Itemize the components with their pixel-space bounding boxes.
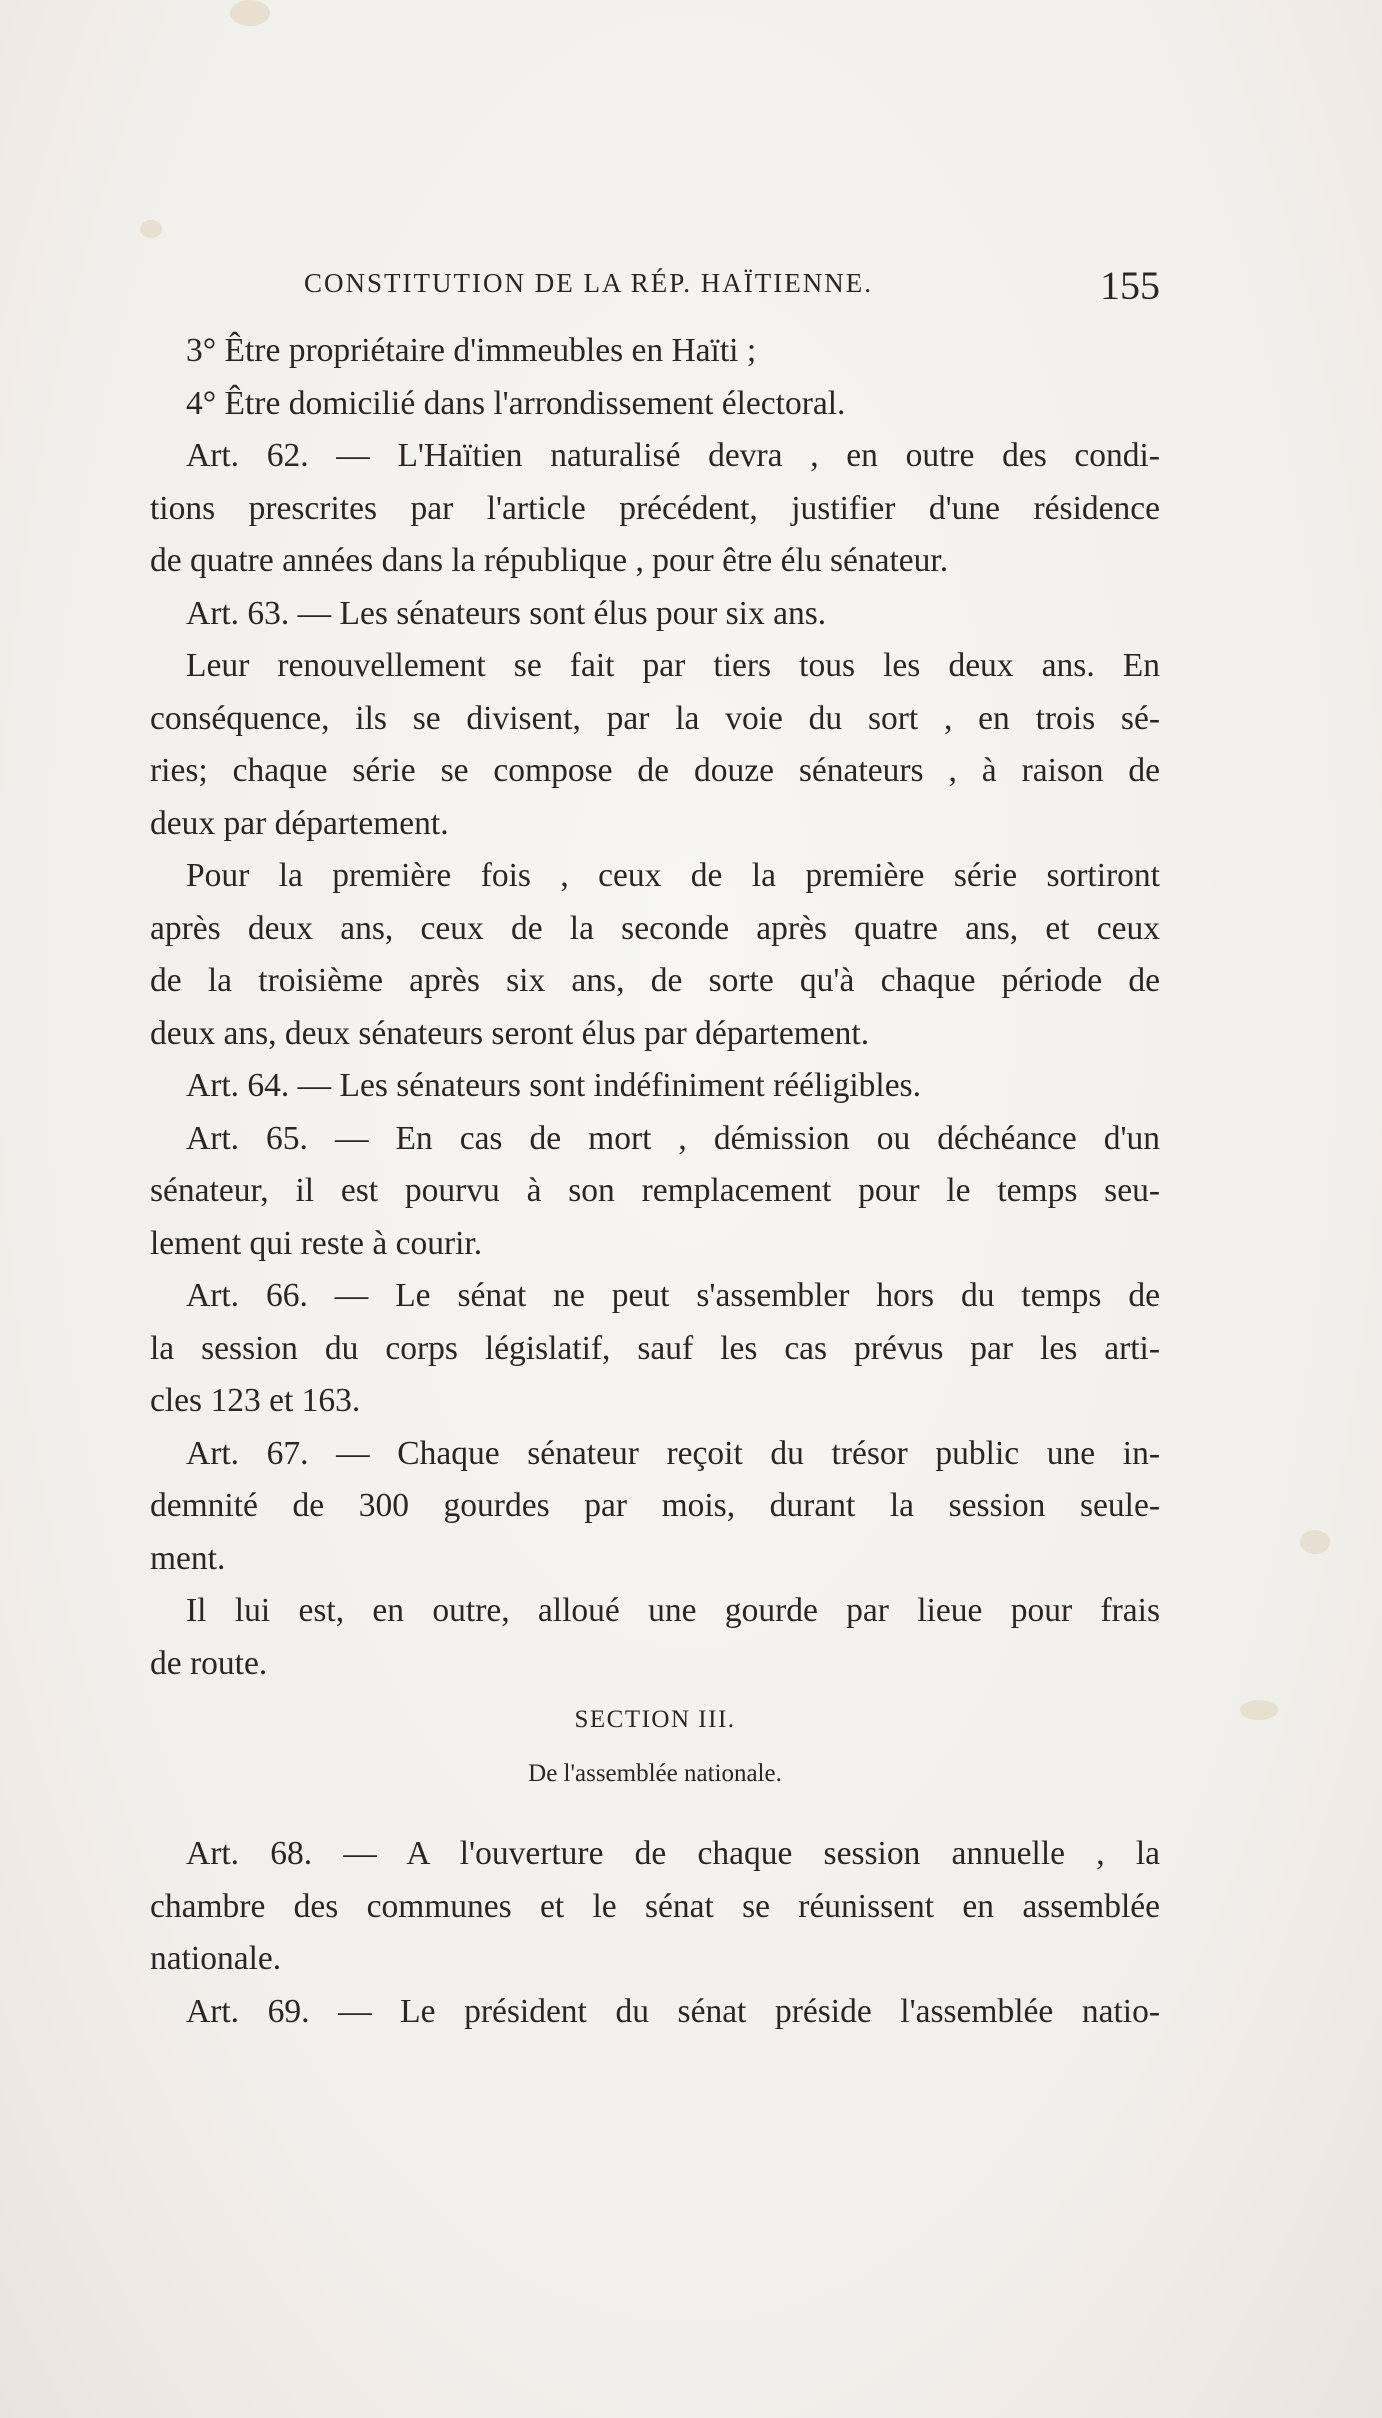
text-line: Art. 62. — L'Haïtien naturalisé devra , en outre des condi- [186,437,1160,474]
text-line: deux par département. [150,804,449,842]
text-line: Art. 66. — Le sénat ne peut s'assembler hors du temps de [186,1277,1160,1314]
section-title: SECTION III. [574,1706,736,1733]
text-line: demnité de 300 gourdes par mois, durant la session seule- [150,1487,1160,1524]
text-line: cles 123 et 163. [150,1382,361,1419]
text-line: ment. [150,1539,226,1577]
text-line: après deux ans, ceux de la seconde après quatre ans, et ceux [150,909,1160,947]
text-line: lement qui reste à courir. [150,1224,483,1262]
section-subtitle: De l'assemblée nationale. [528,1760,782,1787]
text-line: Art. 65. — En cas de mort , démission ou déchéance d'un [186,1119,1160,1157]
page-header [150,262,1160,312]
text-line: ries; chaque série se compose de douze sénateurs , à raison de [150,752,1160,789]
text-line: nationale. [150,1940,282,1977]
text-line: de la troisième après six ans, de sorte qu'à chaque période de [150,962,1160,999]
body-text [150,325,1160,2038]
text-line: sénateur, il est pourvu à son remplacement pour le temps seu- [150,1172,1160,1209]
text-line: chambre des communes et le sénat se réunissent en assemblée [150,1887,1160,1925]
text-line: de route. [150,1644,268,1682]
text-line: 3° Être propriétaire d'immeubles en Haïti ; [186,332,757,369]
text-line: Art. 63. — Les sénateurs sont élus pour six ans. [186,594,827,632]
text-line: la session du corps législatif, sauf les cas prévus par les arti- [150,1329,1160,1367]
text-line: Art. 67. — Chaque sénateur reçoit du trésor public une in- [186,1434,1160,1472]
text-line: tions prescrites par l'article précédent, justifier d'une résidence [150,489,1160,527]
text-line: Leur renouvellement se fait par tiers tous les deux ans. En [186,647,1160,684]
text-line: Pour la première fois , ceux de la première série sortiront [186,857,1160,894]
paper-stain [1240,1700,1278,1720]
page-number: 155 [1100,263,1160,308]
paper-stain [230,0,270,26]
text-line: Art. 64. — Les sénateurs sont indéfiniment rééligibles. [186,1067,921,1104]
text-line: 4° Être domicilié dans l'arrondissement électoral. [186,384,846,422]
paper-stain [1300,1530,1330,1554]
text-line: de quatre années dans la république , pour être élu sénateur. [150,542,949,579]
text-line: Art. 68. — A l'ouverture de chaque session annuelle , la [186,1835,1160,1872]
text-line: deux ans, deux sénateurs seront élus par département. [150,1014,870,1052]
spacer [150,1806,1160,1828]
text-line: conséquence, ils se divisent, par la voie du sort , en trois sé- [150,699,1160,737]
text-line: Art. 69. — Le président du sénat préside l'assemblée natio- [186,1992,1160,2030]
text-line: Il lui est, en outre, alloué une gourde par lieue pour frais [186,1592,1160,1629]
running-head: CONSTITUTION DE LA RÉP. HAÏTIENNE. [304,268,873,298]
paper-stain [140,220,162,238]
